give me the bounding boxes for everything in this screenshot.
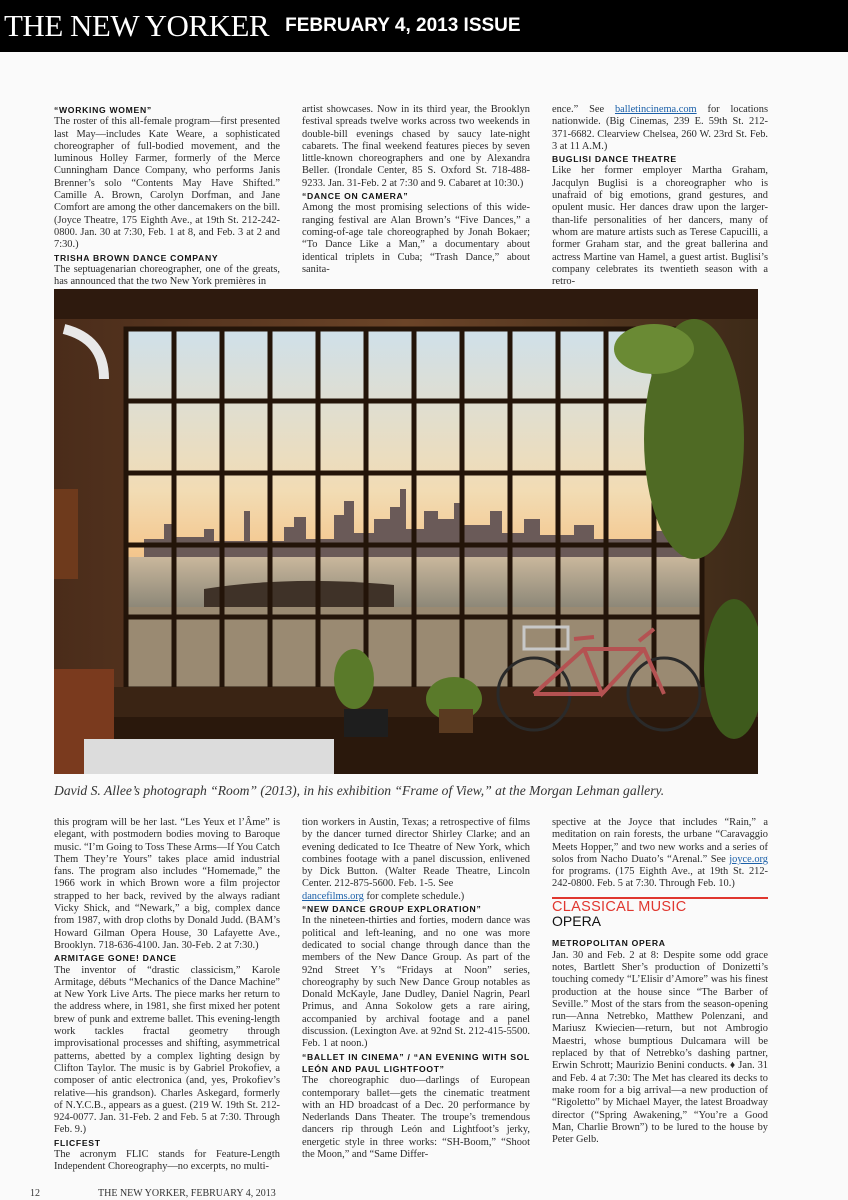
listing-paragraph: tion workers in Austin, Texas; a retrospective of films by the dancer turned director Shirley Clarke; and an evening dedicated to Ice Theatre of New York, which combines footage with a panel discussion, enlivened by Dick Button. (Walter Reade Theatre, Lincoln Center. 212-875-5600. Feb. 1-5. See (302, 817, 530, 890)
website-link[interactable]: balletincinema.com (614, 104, 697, 115)
top-column-1 (54, 104, 280, 288)
section-title: CLASSICAL MUSIC (552, 898, 687, 915)
listing-heading: “WORKING WOMEN” (54, 105, 152, 115)
listing-paragraph: dancefilms.org for complete schedule.) (302, 890, 465, 902)
top-column-3 (552, 104, 768, 288)
bottom-column-3 (552, 817, 768, 1146)
listing-heading: “BALLET IN CINEMA” / “AN EVENING WITH SOL LEÓN AND PAUL LIGHTFOOT” (302, 1051, 530, 1074)
joyce-continuation (552, 817, 768, 891)
listing-paragraph: Among the most promising selections of this wide-ranging festival are Alan Brown’s “Five Dances,” a coming-of-age tale choreographed by Jonah Bokaer; “To Dance Like a Man,” a documentary about identical triplets in Cuba; “Trash Dance,” about sanita- (302, 202, 530, 275)
listing-heading: “DANCE ON CAMERA” (302, 191, 409, 202)
running-footer: THE NEW YORKER, FEBRUARY 4, 2013 (98, 1188, 276, 1199)
photo-caption: David S. Allee’s photograph “Room” (2013), in his exhibition “Frame of View,” at the Morgan Lehman gallery. (54, 783, 665, 798)
listing-paragraph: spective at the Joyce that includes “Rain,” a meditation on rain forests, the urbane “Caravaggio Meets Hopper,” and two new works and a series of solos from Nacho Duato’s “Arenal.” See joyce.org for programs. (175 Eighth Ave., at 19th St. 212-242-0800. Feb. 5 at 7:30. Through Feb. 10.) (552, 817, 768, 890)
listing-heading: ARMITAGE GONE! DANCE (54, 953, 177, 964)
listing-paragraph: Jan. 30 and Feb. 2 at 8: Despite some odd grace notes, Bartlett Sher’s production of Donizetti’s touching comedy “L’Elisir d’Amore” was his finest production at the house since “The Barber of Seville.” Most of the stars from the season-opening run—Anna Netrebko, Matthew Polenzani, and Mariusz Kwiecien—return, but not Ambrogio Maestri, whose bumptious Dulcamara will be replaced by that of Netrebko’s dashing partner, Erwin Schrott; Maurizio Benini conducts. ♦ Jan. 31 and Feb. 4 at 7:30: The Met has cleared its decks to make room for a big arrival—a new production of “Rigoletto” by Michael Mayer, the latest Broadway director (“Spring Awakening,” “You’re a Good Man, Charlie Brown”) to be lured to the house by Peter Gelb. (552, 949, 768, 1146)
bottom-column-1 (54, 817, 280, 1174)
issue-date: FEBRUARY 4, 2013 ISSUE (285, 15, 521, 36)
listing-paragraph: In the nineteen-thirties and forties, modern dance was political and left-leaning, and no one was more dedicated to social change through dance than the members of the New Dance Group. As part of the 92nd Street Y’s “Fridays at Noon” series, choreography by such New Dance Group notables as Donald McKayle, Jane Dudley, Daniel Nagrin, Pearl Primus, and Anna Sokolow gets a rare airing, accompanied by archival footage and a panel discussion. (Lexington Ave. at 92nd St. 212-415-5500. Feb. 1 at noon.) (302, 915, 530, 1050)
opera-listings (552, 937, 768, 1146)
top-column-2 (302, 104, 530, 276)
magazine-page (0, 52, 848, 1200)
listing-heading: FLICFEST (54, 1137, 101, 1148)
listing-heading: BUGLISI DANCE THEATRE (552, 154, 677, 165)
section-subtitle: OPERA (552, 913, 602, 930)
listing-heading: “NEW DANCE GROUP EXPLORATION” (302, 904, 482, 915)
listing-paragraph: artist showcases. Now in its third year, the Brooklyn festival spreads twelve works across two weekends in double-bill evenings chased by saucy late-night cabarets. The final weekend features pieces by seven little-known choreographers and one by Alexandra Beller. (Irondale Center, 85 S. Oxford St. 718-488-9233. Jan. 31-Feb. 2 at 7:30 and 9. Cabaret at 10:30.) (302, 104, 530, 189)
listing-paragraph: this program will be her last. “Les Yeux et l’Âme” is elegant, with postmodern bodies moving to Baroque music. “I’m Going to Toss These Arms—If You Catch Them They’re Yours” takes place amid industrial fans. The program also includes “Homemade,” the 1966 work in which Brown wore a film projector strapped to her back, revived by the always radiant Vicky Shick, and “Newark,” a big, complex dance from 1987, with drop cloths by Donald Judd. (BAM’s Howard Gilman Opera House, 30 Lafayette Ave., Brooklyn. 718-636-4100. Jan. 30-Feb. 2 at 7:30.) (54, 817, 280, 951)
listing-heading: METROPOLITAN OPERA (552, 938, 666, 949)
listing-paragraph: The roster of this all-female program—first presented last May—includes Kate Weare, a sophisticated choreographer of full-bodied movement, and the luminous Holley Farmer, formerly of the Merce Cunningham Dance Company, who performs Janis Brenner’s solo “Contents May Have Shifted.” Camille A. Brown, Carolyn Dorfman, and Jane Comfort are among the other dancemakers on the bill. (Joyce Theatre, 175 Eighth Ave., at 19th St. 212-242-0800. Jan. 30 at 7:30, Feb. 1 at 8, and Feb. 3 at 2 and 7:30.) (54, 116, 280, 251)
listing-paragraph: The choreographic duo—darlings of European contemporary ballet—gets the cinematic treatment with an HD broadcast of a Dec. 20 performance by Nederlands Dans Theater. The troupe’s tremendous dancers rip through León and Lightfoot’s jerky, energetic style in three works: “SH-Boom,” “Shoot the Moon,” and “Same Differ- (302, 1075, 530, 1161)
page-number: 12 (30, 1188, 40, 1199)
magazine-title: THE NEW YORKER (4, 8, 270, 43)
listing-paragraph: Like her former employer Martha Graham, Jacqulyn Buglisi is a choreographer who is unafraid of big emotions, grand gestures, and opulent music. Her dances draw upon the larger-than-life personalities of her dancers, many of whom are mature artists such as Terese Capucilli, a former Graham star, and the great ballerina and actress Martine van Hamel, a guest artist. Buglisi’s company celebrates its twentieth season with a retro- (552, 165, 768, 288)
listing-paragraph: The acronym FLIC stands for Feature-Length Independent Choreography—no excerpts, no multi- (54, 1149, 280, 1173)
listing-heading: TRISHA BROWN DANCE COMPANY (54, 252, 219, 263)
listing-paragraph: The inventor of “drastic classicism,” Karole Armitage, débuts “Mechanics of the Dance Machine” at New York Live Arts. The piece marks her return to the address where, in 1981, she first mixed her potent brew of punk and extreme ballet. This evening-length work tackles fractal geometry through improvisational processes and shifting, asymmetrical patterns, abetted by a complex lighting design by Clifton Taylor. The music is by Gabriel Prokofiev, a composer of antic electronica (and, yes, Prokofiev’s relative—his grandson). Charles Askegard, formerly of N.Y.C.B., appears as a guest. (219 W. 19th St. 212-924-0077. Jan. 31-Feb. 2 and Feb. 5 at 7:30. Through Feb. 9.) (54, 964, 280, 1136)
website-link[interactable]: dancefilms.org (302, 890, 364, 902)
listing-paragraph: ence.” See balletincinema.com for locations nationwide. (Big Cinemas, 239 E. 59th St. 212-371-6682. Clearview Chelsea, 260 W. 23rd St. Feb. 3 at 11 A.M.) (552, 104, 768, 152)
listing-paragraph: The septuagenarian choreographer, one of the greats, has announced that the two New York premières in (54, 263, 280, 288)
bottom-column-2 (302, 817, 530, 1161)
website-link[interactable]: joyce.org (729, 853, 768, 865)
room-photograph (54, 289, 758, 774)
masthead-bar (0, 0, 848, 52)
photo-illustration (54, 289, 758, 774)
